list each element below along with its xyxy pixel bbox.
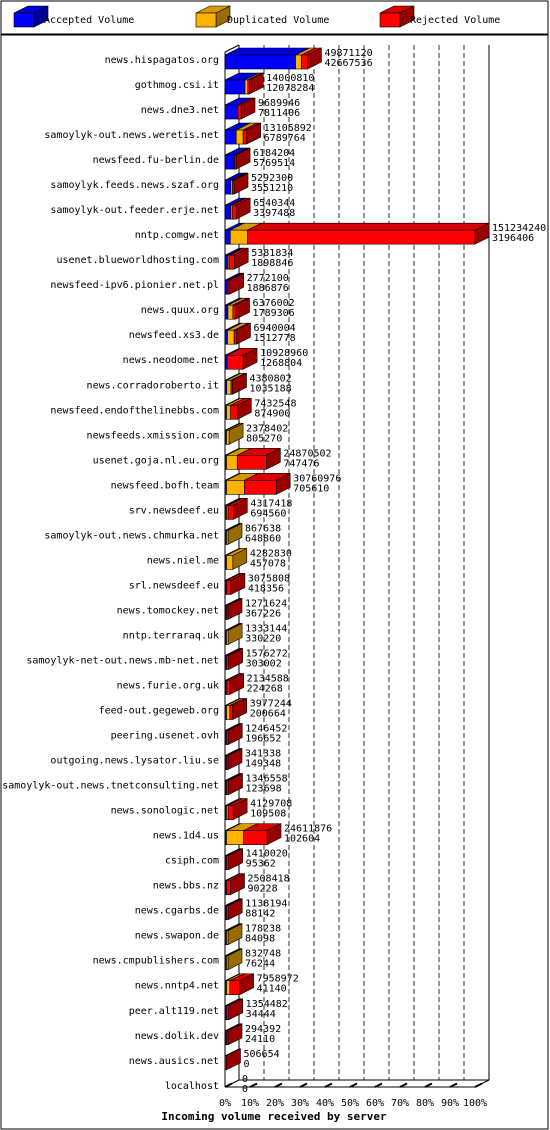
total-value-label: 30760976 — [293, 473, 342, 485]
category-label: samoylyk-out.feeder.erje.net — [50, 205, 219, 217]
bar-front-face — [380, 13, 400, 27]
x-tick-label: 10% — [240, 1098, 260, 1109]
total-value-label: 832748 — [245, 948, 282, 960]
bar-top-face — [248, 223, 489, 230]
bar-front-face — [227, 555, 233, 569]
category-label: usenet.goja.nl.eu.org — [92, 455, 219, 467]
category-label: srl.newsdeef.eu — [128, 580, 219, 592]
bar-front-face — [225, 55, 296, 69]
total-value-label: 14000810 — [266, 73, 315, 85]
bar-front-face — [225, 180, 231, 194]
category-label: news.bbs.nz — [152, 880, 219, 892]
bar-front-face — [244, 831, 267, 845]
bar-row — [225, 223, 489, 244]
x-tick-label: 70% — [390, 1098, 410, 1109]
bar-front-face — [227, 681, 230, 695]
bar-front-face — [228, 280, 230, 294]
accepted-value-label: 367226 — [245, 608, 282, 620]
category-label: peer.alt119.net — [128, 1005, 219, 1017]
total-value-label: 178238 — [245, 923, 282, 935]
bar-front-face — [236, 130, 243, 144]
total-value-label: 6376002 — [252, 298, 295, 310]
category-label: samoylyk-net-out.news.mb-net.net — [26, 655, 219, 667]
bar-front-face — [228, 806, 233, 820]
accepted-value-label: 42667536 — [324, 58, 373, 69]
bar-front-face — [231, 380, 233, 394]
x-tick-label: 0% — [218, 1098, 232, 1109]
category-label: news.tomockey.net — [116, 605, 219, 617]
total-value-label: 24611876 — [284, 823, 333, 835]
bar-front-face — [225, 1056, 227, 1070]
total-value-label: 1354482 — [245, 998, 288, 1010]
category-label: newsfeed.bofh.team — [110, 480, 219, 492]
bar-front-face — [14, 13, 34, 27]
bar-top-face — [225, 48, 310, 55]
bar-front-face — [296, 55, 302, 69]
category-label: feed-out.gegeweb.org — [98, 705, 219, 717]
category-label: news.cmpublishers.com — [92, 955, 219, 967]
bar-front-face — [225, 205, 231, 219]
category-label: srv.newsdeef.eu — [128, 505, 219, 517]
accepted-value-label: 200664 — [249, 708, 286, 720]
total-value-label: 5381834 — [251, 248, 294, 260]
bar-front-face — [233, 180, 235, 194]
legend-label-accepted: Accepted Volume — [44, 15, 135, 26]
category-label: newsfeed.fu-berlin.de — [92, 155, 219, 167]
bar-front-face — [233, 305, 236, 319]
accepted-value-label: 805270 — [246, 433, 283, 445]
bar-front-face — [196, 13, 216, 27]
accepted-value-label: 874900 — [254, 408, 291, 420]
category-label: usenet.blueworldhosting.com — [56, 255, 219, 267]
category-label: newsfeed.endofthelinebbs.com — [50, 405, 219, 417]
x-tick-label: 60% — [365, 1098, 385, 1109]
total-value-label: 6540344 — [253, 198, 296, 210]
category-label: news.cgarbs.de — [134, 905, 219, 917]
category-label: news.swapon.de — [134, 930, 219, 942]
category-label: news.hispagatos.org — [104, 55, 219, 66]
accepted-value-label: 24110 — [245, 1033, 276, 1045]
bar-front-face — [227, 1031, 229, 1045]
bar-front-face — [243, 130, 246, 144]
bar-front-face — [227, 706, 230, 720]
total-value-label: 2772100 — [246, 273, 289, 285]
accepted-value-label: 418356 — [247, 583, 285, 595]
accepted-value-label: 123698 — [245, 783, 282, 795]
accepted-value-label: 7811406 — [258, 108, 301, 120]
accepted-value-label: 747476 — [283, 458, 320, 470]
total-value-label: 294392 — [245, 1023, 282, 1035]
bar-front-face — [225, 330, 228, 344]
total-value-label: 6940004 — [253, 323, 296, 335]
accepted-value-label: 88142 — [245, 908, 276, 920]
bar-front-face — [227, 580, 231, 594]
bar-front-face — [230, 981, 240, 995]
total-value-label: 24870502 — [283, 448, 332, 460]
category-label: nntp.terraraq.uk — [122, 630, 219, 642]
bar-front-face — [227, 981, 230, 995]
x-tick-label: 50% — [340, 1098, 360, 1109]
bar-front-face — [248, 230, 475, 244]
total-value-label: 2134588 — [246, 673, 289, 685]
accepted-value-label: 694560 — [250, 508, 287, 520]
accepted-value-label: 1898846 — [251, 258, 294, 270]
total-value-label: 1346558 — [245, 773, 288, 785]
bar-front-face — [227, 906, 229, 920]
bar-front-face — [227, 405, 231, 419]
bar-front-face — [227, 530, 229, 544]
bar-front-face — [227, 856, 229, 870]
category-label: csiph.com — [164, 855, 219, 867]
category-label: samoylyk-out.news.weretis.net — [44, 130, 219, 142]
total-value-label: 151234240 — [492, 223, 547, 235]
bar-rejected — [248, 223, 489, 244]
category-label: gothmog.csi.it — [134, 80, 219, 92]
category-label: news.neodome.net — [122, 355, 219, 367]
category-label: news.niel.me — [146, 555, 219, 567]
total-value-label: 1333144 — [245, 623, 288, 635]
legend-label-duplicated: Duplicated Volume — [227, 15, 330, 26]
bar-front-face — [227, 455, 238, 469]
total-value-label: 506654 — [243, 1048, 280, 1060]
bar-front-face — [230, 706, 233, 720]
accepted-value-label: 102604 — [284, 833, 321, 845]
bar-front-face — [248, 80, 250, 94]
category-label: localhost — [164, 1080, 219, 1092]
bar-row — [225, 48, 321, 69]
bar-front-face — [227, 756, 229, 770]
bar-front-face — [225, 230, 230, 244]
bar-front-face — [231, 405, 238, 419]
total-value-label: 6184204 — [253, 148, 296, 160]
bar-row — [225, 824, 281, 845]
bar-row — [225, 473, 290, 494]
bar-front-face — [238, 105, 241, 119]
bar-front-face — [234, 330, 236, 344]
bar-front-face — [225, 80, 245, 94]
accepted-value-label: 1886876 — [246, 283, 289, 295]
total-value-label: 7958972 — [256, 973, 299, 985]
category-label: news.1d4.us — [152, 830, 219, 842]
accepted-value-label: 196652 — [245, 733, 282, 745]
accepted-value-label: 12078284 — [266, 83, 315, 95]
accepted-value-label: 0 — [242, 1083, 249, 1095]
total-value-label: 1271624 — [245, 598, 288, 610]
total-value-label: 1576272 — [245, 648, 288, 660]
total-value-label: 9689946 — [258, 98, 301, 110]
category-label: news.furie.org.uk — [116, 680, 219, 692]
accepted-value-label: 95362 — [245, 858, 276, 870]
x-tick-label: 90% — [440, 1098, 460, 1109]
bar-front-face — [301, 55, 307, 69]
bar-front-face — [227, 605, 229, 619]
bar-front-face — [227, 355, 243, 369]
category-label: newsfeed.xs3.de — [128, 330, 219, 342]
bar-front-face — [227, 956, 229, 970]
category-label: newsfeeds.xmission.com — [86, 430, 219, 442]
bar-front-face — [232, 205, 236, 219]
bar-front-face — [245, 80, 248, 94]
accepted-value-label: 34444 — [245, 1008, 276, 1020]
accepted-value-label: 109508 — [250, 808, 287, 820]
category-label: news.ausics.net — [128, 1055, 219, 1067]
category-label: news.quux.org — [140, 305, 219, 317]
total-value-label: 4380802 — [249, 373, 292, 385]
category-label: news.dne3.net — [140, 105, 219, 117]
category-label: news.sonologic.net — [110, 805, 219, 817]
x-tick-label: 20% — [265, 1098, 285, 1109]
x-axis-title: Incoming volume received by server — [161, 1110, 387, 1123]
accepted-value-label: 648860 — [245, 533, 282, 545]
accepted-value-label: 149348 — [245, 758, 282, 770]
total-value-label: 3977244 — [249, 698, 292, 710]
bar-front-face — [225, 280, 228, 294]
accepted-value-label: 41140 — [256, 983, 287, 995]
total-value-label: 0 — [242, 1073, 249, 1085]
total-value-label: 1410020 — [245, 848, 288, 860]
accepted-value-label: 1512778 — [253, 333, 296, 345]
total-value-label: 4129708 — [250, 798, 293, 810]
accepted-value-label: 5769514 — [253, 158, 296, 170]
total-value-label: 10928960 — [260, 348, 309, 360]
bar-front-face — [227, 831, 244, 845]
accepted-value-label: 90228 — [247, 883, 278, 895]
category-label: newsfeed-ipv6.pionier.net.pl — [50, 280, 219, 292]
total-value-label: 2378402 — [246, 423, 289, 435]
accepted-value-label: 1035188 — [249, 383, 292, 395]
total-value-label: 13105892 — [263, 123, 312, 135]
bar-front-face — [227, 430, 230, 444]
total-value-label: 3075808 — [247, 573, 291, 585]
category-label: peering.usenet.ovh — [110, 730, 219, 742]
accepted-value-label: 1789306 — [252, 308, 295, 320]
bar-front-face — [244, 480, 276, 494]
accepted-value-label: 3397488 — [253, 208, 296, 220]
legend-label-rejected: Rejected Volume — [410, 15, 501, 26]
bar-front-face — [227, 1006, 229, 1020]
bar-front-face — [227, 931, 229, 945]
category-label: samoylyk-out.news.chmurka.net — [44, 530, 219, 542]
bar-front-face — [235, 155, 237, 169]
category-label: news.dolik.dev — [134, 1030, 219, 1042]
bar-front-face — [225, 255, 228, 269]
x-tick-label: 80% — [415, 1098, 435, 1109]
bar-front-face — [227, 480, 245, 494]
bar-front-face — [230, 255, 235, 269]
bar-front-face — [228, 330, 235, 344]
total-value-label: 867638 — [245, 523, 282, 535]
bar-front-face — [227, 655, 229, 669]
accepted-value-label: 0 — [243, 1058, 250, 1070]
total-value-label: 341338 — [245, 748, 282, 760]
accepted-value-label: 330220 — [245, 633, 282, 645]
total-value-label: 4317418 — [250, 498, 293, 510]
accepted-value-label: 303002 — [245, 658, 282, 670]
bar-front-face — [227, 630, 229, 644]
accepted-value-label: 705610 — [293, 483, 330, 495]
total-value-label: 49871120 — [324, 48, 373, 59]
total-value-label: 1138194 — [245, 898, 288, 910]
accepted-value-label: 76244 — [245, 958, 276, 970]
accepted-value-label: 1268804 — [260, 358, 303, 370]
accepted-value-label: 84098 — [245, 933, 276, 945]
accepted-value-label: 457078 — [249, 558, 286, 570]
x-tick-label: 100% — [462, 1098, 488, 1109]
accepted-value-label: 3196406 — [492, 233, 535, 245]
bar-front-face — [225, 355, 227, 369]
accepted-value-label: 6789764 — [263, 133, 306, 145]
bar-front-face — [228, 505, 233, 519]
bar-row — [225, 448, 280, 469]
bar-front-face — [227, 380, 231, 394]
bar-front-face — [230, 230, 247, 244]
total-value-label: 2508418 — [247, 873, 290, 885]
total-value-label: 5292300 — [251, 173, 294, 185]
accepted-value-label: 224268 — [246, 683, 283, 695]
total-value-label: 7432548 — [254, 398, 297, 410]
bar-front-face — [225, 130, 236, 144]
bar-front-face — [225, 155, 235, 169]
category-label: samoylyk-out.news.tnetconsulting.net — [2, 780, 219, 792]
bar-front-face — [225, 105, 238, 119]
x-tick-label: 40% — [315, 1098, 335, 1109]
category-label: outgoing.news.lysator.liu.se — [50, 755, 219, 767]
accepted-value-label: 3551210 — [251, 183, 294, 195]
bar-front-face — [237, 455, 266, 469]
total-value-label: 4282830 — [249, 548, 292, 560]
category-label: samoylyk.feeds.news.szaf.org — [50, 180, 219, 192]
bar-front-face — [228, 305, 233, 319]
category-label: news.nntp4.net — [134, 980, 219, 992]
bar-front-face — [227, 881, 231, 895]
bar-front-face — [227, 781, 229, 795]
category-label: news.corradoroberto.it — [86, 380, 219, 392]
category-label: nntp.comgw.net — [134, 230, 219, 242]
x-tick-label: 30% — [290, 1098, 310, 1109]
total-value-label: 1246452 — [245, 723, 288, 735]
bar-front-face — [225, 305, 228, 319]
bar-front-face — [227, 731, 229, 745]
